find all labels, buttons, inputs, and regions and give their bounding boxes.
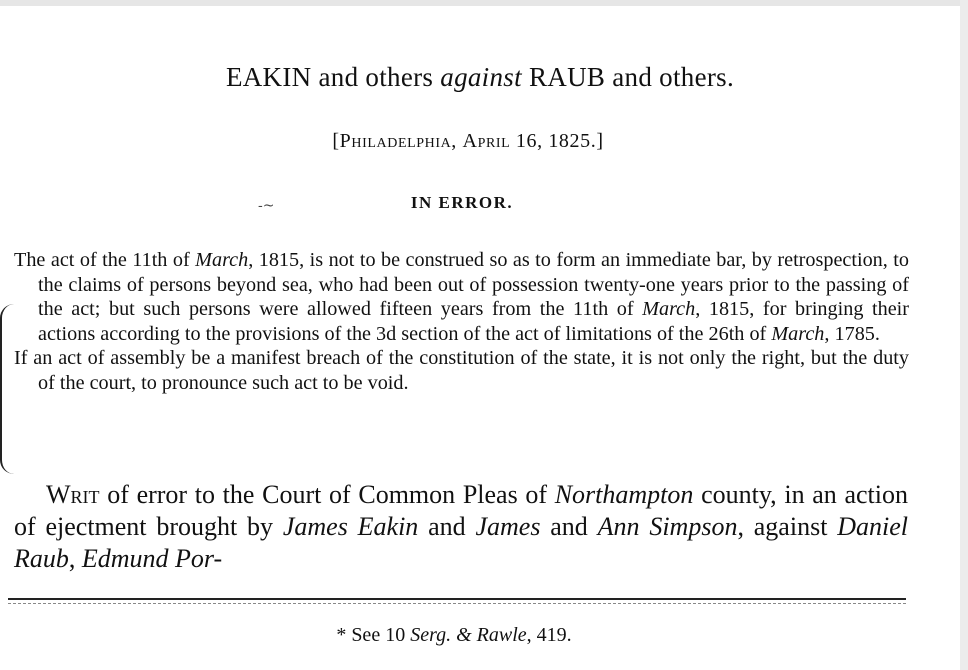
dateline-place: Philadelphia, bbox=[339, 130, 457, 152]
dateline-date: 16, 1825.] bbox=[515, 130, 604, 152]
footnote-rule-shadow bbox=[8, 603, 906, 604]
body-paragraph: Writ of error to the Court of Common Pleas of Northampton county, in an action of ejectment brought by James Eakin and James and Ann Simpson, against Daniel Raub, Edmund Por- bbox=[14, 480, 908, 573]
case-title-against: against bbox=[440, 62, 522, 92]
section-label: IN ERROR. bbox=[410, 193, 514, 212]
headnote-paragraph-1: The act of the 11th of March, 1815, is not to be construed so as to form an immediate bar, by retrospection, to the claims of persons beyond sea, who had been out of possession twenty-one years prior to the passing of the act; but such persons were allowed fifteen years from the 11th of March, 1815, for bringing their actions according to the provisions of the 3d section of the act of limitations of the 26th of March, 1785. bbox=[14, 249, 909, 345]
footnote: * See 10 Serg. & Rawle, 419. bbox=[336, 624, 572, 646]
headnote bbox=[14, 248, 909, 395]
scan-speck: -~ bbox=[258, 198, 275, 214]
document-page bbox=[0, 6, 960, 670]
body-text bbox=[14, 479, 908, 575]
window-right-border bbox=[960, 0, 968, 670]
case-title-plaintiff: EAKIN and others bbox=[225, 62, 434, 92]
footnote-rule bbox=[8, 598, 906, 600]
dateline-month: April bbox=[462, 130, 511, 152]
case-title-defendant: RAUB and others. bbox=[528, 62, 735, 92]
dateline: [Philadelphia, April 16, 1825.] bbox=[332, 130, 604, 152]
case-title bbox=[0, 62, 960, 93]
headnote-paragraph-2: If an act of assembly be a manifest breach of the constitution of the state, it is not only the right, but the duty of the court, to pronounce such act to be void. bbox=[14, 347, 909, 394]
